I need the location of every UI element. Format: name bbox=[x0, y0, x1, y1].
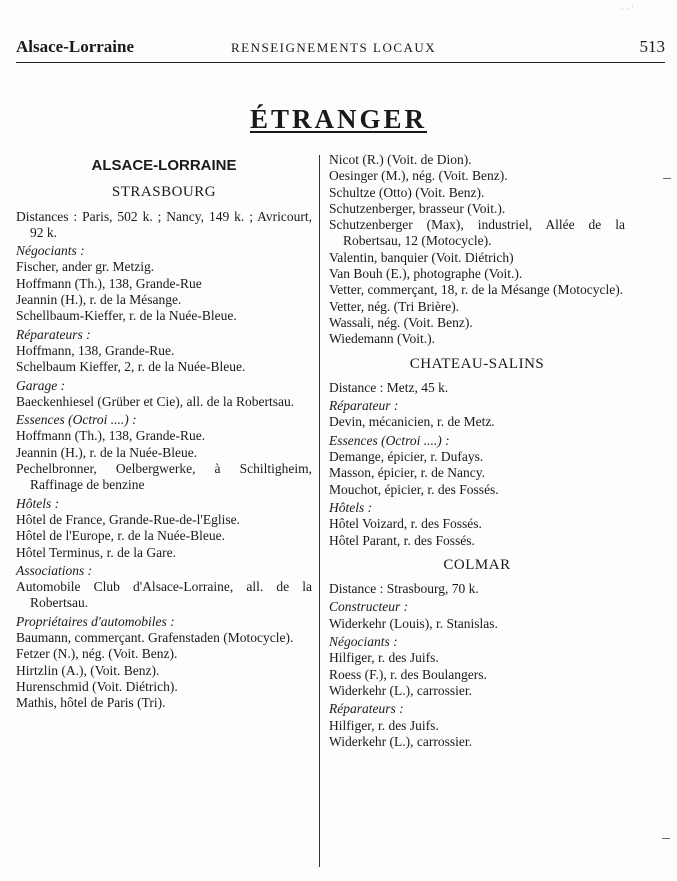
city-heading-chateau-salins: CHATEAU-SALINS bbox=[409, 355, 545, 372]
list-item: Schelbaum Kieffer, 2, r. de la Nuée-Bleue. bbox=[16, 359, 246, 375]
list-item: Mouchot, épicier, r. des Fossés. bbox=[329, 481, 499, 497]
left-column bbox=[16, 152, 312, 712]
margin-mark bbox=[662, 838, 670, 839]
list-item: Oesinger (M.), nég. (Voit. Benz). bbox=[329, 168, 508, 184]
region-heading: ALSACE-LORRAINE bbox=[91, 157, 237, 174]
list-item: Hôtel Voizard, r. des Fossés. bbox=[329, 516, 482, 532]
page-number: 513 bbox=[639, 37, 665, 56]
list-item: Baumann, commerçant. Grafenstaden (Motocycle). bbox=[16, 630, 294, 646]
list-item: Automobile Club d'Alsace-Lorraine, all. de la Robertsau. bbox=[16, 579, 312, 611]
list-item: Nicot (R.) (Voit. de Dion). bbox=[329, 152, 472, 167]
list-item: Schellbaum-Kieffer, r. de la Nuée-Bleue. bbox=[16, 308, 237, 324]
list-item: Schutzenberger, brasseur (Voit.). bbox=[329, 200, 506, 216]
list-item: Demange, épicier, r. Dufays. bbox=[329, 449, 484, 465]
list-item: Hoffmann, 138, Grande-Rue. bbox=[16, 342, 175, 358]
page-title: ÉTRANGER bbox=[249, 104, 428, 134]
list-item: Masson, épicier, r. de Nancy. bbox=[329, 465, 486, 481]
header-section: RENSEIGNEMENTS LOCAUX bbox=[231, 40, 437, 55]
list-item: Hoffmann (Th.), 138, Grande-Rue bbox=[16, 275, 202, 291]
category-heading: Réparateurs : bbox=[16, 326, 91, 342]
distance-line: Distance : Strasbourg, 70 k. bbox=[329, 581, 479, 597]
list-item: Schultze (Otto) (Voit. Benz). bbox=[329, 184, 485, 200]
header-region: Alsace-Lorraine bbox=[16, 37, 135, 56]
list-item: Hirtzlin (A.), (Voit. Benz). bbox=[16, 662, 160, 678]
category-heading: Associations : bbox=[16, 562, 93, 578]
list-item: Widerkehr (Louis), r. Stanislas. bbox=[329, 615, 498, 631]
list-item: Schutzenberger (Max), industriel, Allée de la Robertsau, 12 (Motocycle). bbox=[329, 217, 625, 249]
category-heading: Propriétaires d'automobiles : bbox=[16, 613, 175, 629]
category-heading: Réparateurs : bbox=[329, 701, 404, 717]
list-item: Pechelbronner, Oelbergwerke, à Schiltigheim, Raffinage de benzine bbox=[16, 461, 312, 493]
city-heading-strasbourg: STRASBOURG bbox=[111, 184, 217, 201]
list-item: Baeckenhiesel (Grüber et Cie), all. de la Robertsau. bbox=[16, 393, 295, 409]
list-item: Van Bouh (E.), photographe (Voit.). bbox=[329, 266, 523, 282]
category-heading: Négociants : bbox=[329, 634, 398, 650]
category-heading: Négociants : bbox=[16, 243, 85, 259]
category-heading: Hôtels : bbox=[16, 495, 60, 511]
list-item: Mathis, hôtel de Paris (Tri). bbox=[16, 695, 166, 711]
list-item: Hurenschmid (Voit. Diétrich). bbox=[16, 678, 178, 694]
list-item: Jeannin (H.), r. de la Mésange. bbox=[16, 292, 182, 308]
right-column bbox=[329, 152, 625, 750]
list-item: Wassali, nég. (Voit. Benz). bbox=[329, 314, 473, 330]
list-item: Hôtel de France, Grande-Rue-de-l'Eglise. bbox=[16, 511, 240, 527]
list-item: Widerkehr (L.), carrossier. bbox=[329, 733, 473, 749]
margin-mark bbox=[663, 178, 671, 179]
list-item: Hoffmann (Th.), 138, Grande-Rue. bbox=[16, 428, 206, 444]
category-heading: Hôtels : bbox=[329, 499, 373, 515]
list-item: Fischer, ander gr. Metzig. bbox=[16, 259, 155, 275]
header-rule bbox=[16, 62, 665, 63]
distances-line: Distances : Paris, 502 k. ; Nancy, 149 k. ; Avricourt, 92 k. bbox=[16, 208, 312, 240]
city-heading-colmar: COLMAR bbox=[443, 556, 511, 573]
category-heading: Constructeur : bbox=[329, 599, 409, 615]
category-heading: Garage : bbox=[16, 377, 66, 393]
distance-line: Distance : Metz, 45 k. bbox=[329, 379, 449, 395]
corner-marks: · · ' bbox=[620, 4, 633, 14]
category-heading: Essences (Octroi ....) : bbox=[329, 432, 450, 448]
list-item: Vetter, commerçant, 18, r. de la Mésange (Motocycle). bbox=[329, 282, 624, 298]
list-item: Wiedemann (Voit.). bbox=[329, 331, 436, 347]
list-item: Vetter, nég. (Tri Brière). bbox=[329, 298, 460, 314]
list-item: Hôtel de l'Europe, r. de la Nuée-Bleue. bbox=[16, 528, 225, 544]
list-item: Hilfiger, r. des Juifs. bbox=[329, 717, 439, 733]
category-heading: Réparateur : bbox=[329, 398, 399, 414]
list-item: Valentin, banquier (Voit. Diétrich) bbox=[329, 249, 514, 265]
list-item: Roess (F.), r. des Boulangers. bbox=[329, 666, 487, 682]
list-item: Jeannin (H.), r. de la Nuée-Bleue. bbox=[16, 444, 198, 460]
list-item: Widerkehr (L.), carrossier. bbox=[329, 682, 473, 698]
page-header bbox=[16, 37, 665, 63]
category-heading: Essences (Octroi ....) : bbox=[16, 412, 137, 428]
list-item: Hôtel Terminus, r. de la Gare. bbox=[16, 544, 177, 560]
list-item: Hôtel Parant, r. des Fossés. bbox=[329, 532, 475, 548]
list-item: Hilfiger, r. des Juifs. bbox=[329, 650, 439, 666]
list-item: Fetzer (N.), nég. (Voit. Benz). bbox=[16, 646, 178, 662]
column-divider bbox=[319, 155, 320, 867]
list-item: Devin, mécanicien, r. de Metz. bbox=[329, 414, 495, 430]
